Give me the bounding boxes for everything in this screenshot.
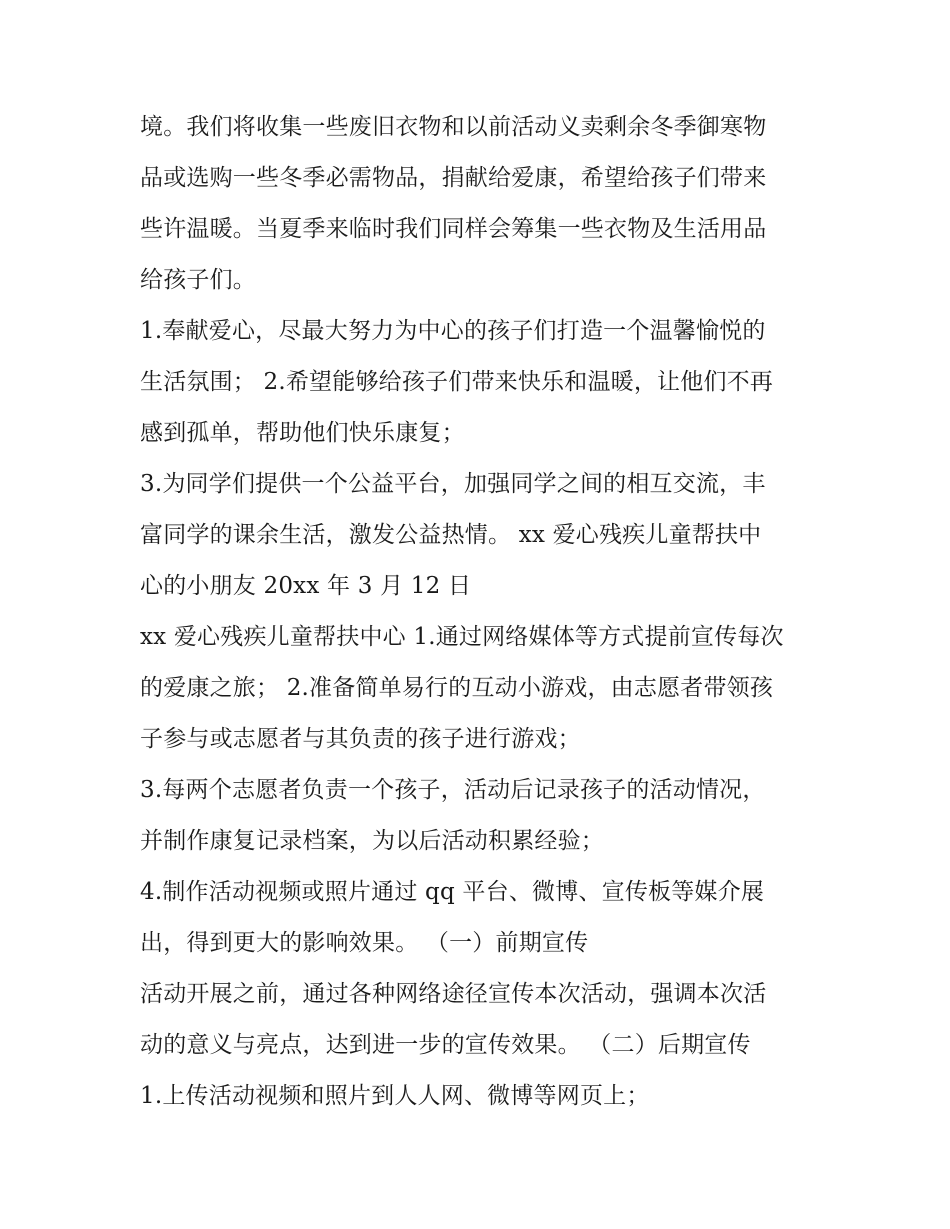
text-line: 生活氛围； 2.希望能够给孩子们带来快乐和温暖，让他们不再 xyxy=(140,369,774,395)
text-line: 4.制作活动视频或照片通过 qq 平台、微博、宣传板等媒介展 xyxy=(140,879,765,905)
text-line: 3.为同学们提供一个公益平台，加强同学之间的相互交流，丰 xyxy=(140,471,766,497)
text-line: 心的小朋友 20xx 年 3 月 12 日 xyxy=(140,573,472,599)
body-text xyxy=(140,102,820,1122)
text-line: 1.上传活动视频和照片到人人网、微博等网页上； xyxy=(140,1083,650,1109)
text-line: 境。我们将收集一些废旧衣物和以前活动义卖剩余冬季御寒物 xyxy=(140,114,767,140)
text-line: 1.奉献爱心，尽最大努力为中心的孩子们打造一个温馨愉悦的 xyxy=(140,318,766,344)
text-line: 富同学的课余生活，激发公益热情。 xx 爱心残疾儿童帮扶中 xyxy=(140,522,762,548)
text-line: 动的意义与亮点，达到进一步的宣传效果。 （二）后期宣传 xyxy=(140,1032,751,1058)
text-line: 给孩子们。 xyxy=(140,267,256,293)
text-line: xx 爱心残疾儿童帮扶中心 1.通过网络媒体等方式提前宣传每次 xyxy=(140,624,784,650)
text-line: 活动开展之前，通过各种网络途径宣传本次活动，强调本次活 xyxy=(140,981,767,1007)
text-line: 3.每两个志愿者负责一个孩子，活动后记录孩子的活动情况， xyxy=(140,777,766,803)
text-line: 的爱康之旅； 2.准备简单易行的互动小游戏，由志愿者带领孩 xyxy=(140,675,774,701)
text-line: 子参与或志愿者与其负责的孩子进行游戏； xyxy=(140,726,581,752)
text-line: 品或选购一些冬季必需物品，捐献给爱康，希望给孩子们带来 xyxy=(140,165,767,191)
text-line: 感到孤单，帮助他们快乐康复； xyxy=(140,420,465,446)
text-line: 出，得到更大的影响效果。 （一）前期宣传 xyxy=(140,930,589,956)
text-line: 些许温暖。当夏季来临时我们同样会筹集一些衣物及生活用品 xyxy=(140,216,767,242)
text-line: 并制作康复记录档案，为以后活动积累经验； xyxy=(140,828,604,854)
